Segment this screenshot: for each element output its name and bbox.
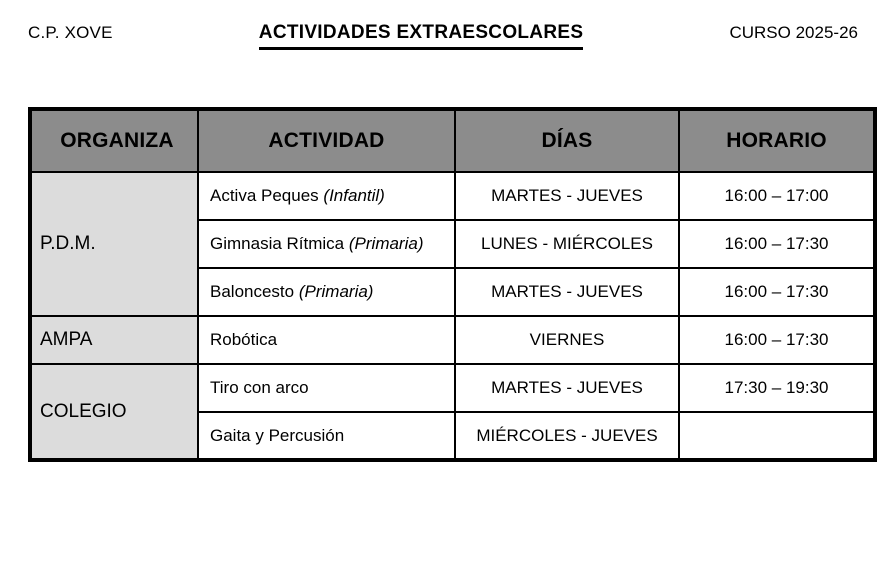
horario-cell: 16:00 – 17:00 (679, 172, 875, 220)
actividad-name: Activa Peques (210, 186, 319, 205)
actividad-name: Gaita y Percusión (210, 425, 345, 445)
actividad-nivel: (Infantil) (323, 186, 385, 205)
course-label: CURSO 2025-26 (729, 23, 858, 42)
document-header (28, 22, 858, 50)
actividad-cell (198, 220, 455, 268)
actividad-name: Baloncesto (210, 282, 295, 301)
horario-cell: 16:00 – 17:30 (679, 316, 875, 364)
horario-cell (679, 412, 875, 460)
organiza-colegio: COLEGIO (30, 364, 198, 460)
organiza-pdm: P.D.M. (30, 172, 198, 316)
actividad-cell (198, 364, 455, 412)
actividad-nivel: (Primaria) (348, 234, 424, 253)
organiza-ampa: AMPA (30, 316, 198, 364)
actividad-cell (198, 268, 455, 316)
actividad-cell (198, 316, 455, 364)
actividad-nivel: (Primaria) (298, 282, 374, 301)
header-organiza: ORGANIZA (30, 109, 198, 172)
actividad-name: Tiro con arco (210, 378, 309, 397)
table-row (30, 172, 875, 220)
actividad-cell (198, 172, 455, 220)
horario-cell: 16:00 – 17:30 (679, 220, 875, 268)
actividad-name: Robótica (210, 330, 278, 349)
dias-cell: MARTES - JUEVES (455, 172, 679, 220)
dias-cell: MARTES - JUEVES (455, 268, 679, 316)
table-row (30, 364, 875, 412)
table-row (30, 316, 875, 364)
dias-cell: LUNES - MIÉRCOLES (455, 220, 679, 268)
header-actividad: ACTIVIDAD (198, 109, 455, 172)
horario-cell: 16:00 – 17:30 (679, 268, 875, 316)
dias-cell: VIERNES (455, 316, 679, 364)
header-dias: DÍAS (455, 109, 679, 172)
table-header-row (30, 109, 875, 172)
horario-cell: 17:30 – 19:30 (679, 364, 875, 412)
actividad-cell (198, 412, 455, 460)
header-horario: HORARIO (679, 109, 875, 172)
dias-cell: MIÉRCOLES - JUEVES (455, 412, 679, 460)
activities-table (28, 107, 877, 462)
dias-cell: MARTES - JUEVES (455, 364, 679, 412)
actividad-name: Gimnasia Rítmica (210, 234, 345, 253)
page-title: ACTIVIDADES EXTRAESCOLARES (259, 22, 584, 50)
school-name: C.P. XOVE (28, 23, 113, 42)
